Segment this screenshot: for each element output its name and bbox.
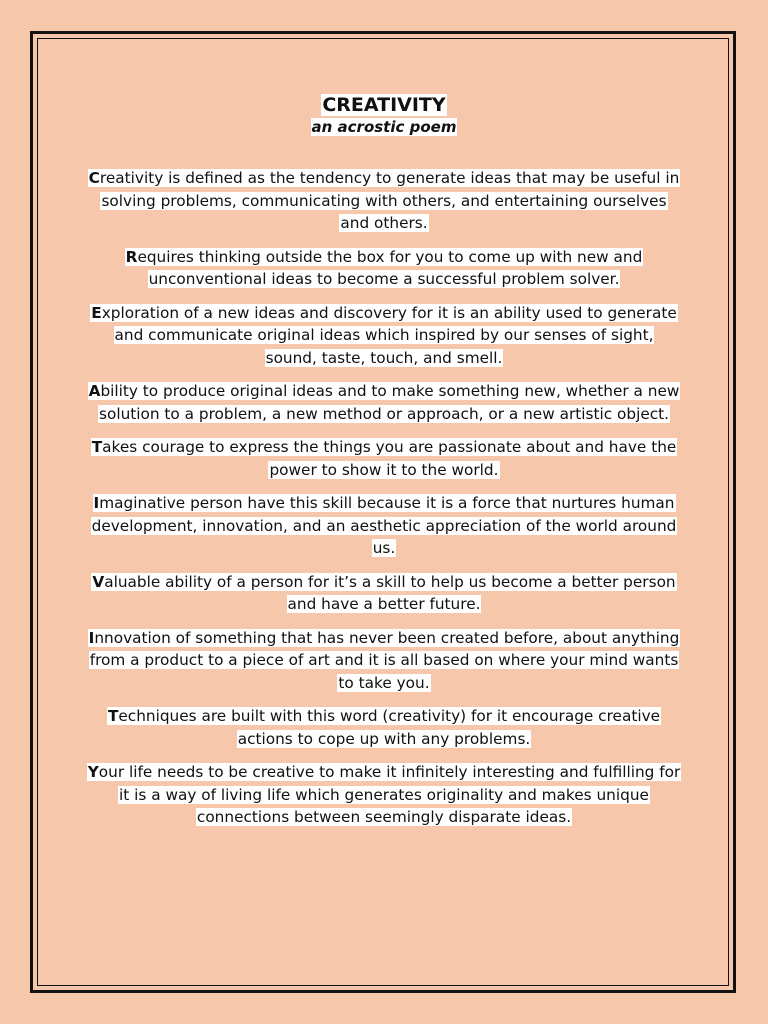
stanza-t-2 bbox=[86, 705, 682, 750]
stanza-text: equires thinking outside the box for you to come up with new and unconventional ideas to become a successful problem solver. bbox=[137, 247, 643, 288]
stanza-c bbox=[86, 167, 682, 235]
stanza-i-2 bbox=[86, 627, 682, 695]
stanza-initial: E bbox=[91, 303, 102, 322]
stanza-initial: I bbox=[88, 628, 95, 647]
stanza-text: aluable ability of a person for it’s a skill to help us become a better person and have a better future. bbox=[104, 572, 676, 613]
stanza-text: nnovation of something that has never been created before, about anything from a product to a piece of art and it is all based on where your mind wants to take you. bbox=[89, 628, 680, 692]
stanza-text: reativity is defined as the tendency to generate ideas that may be useful in solving problems, communicating with others, and entertaining ourselves and others. bbox=[99, 169, 680, 232]
stanza-e bbox=[86, 302, 682, 370]
stanza-text: xploration of a new ideas and discovery for it is an ability used to generate and communicate original ideas which inspired by our senses of sight, sound, taste, touch, and smell. bbox=[101, 303, 677, 367]
stanza-text: maginative person have this skill because it is a force that nurtures human development, innovation, and an aesthetic appreciation of the world around us. bbox=[91, 494, 677, 557]
poem-subtitle bbox=[86, 117, 682, 137]
stanza-initial: C bbox=[88, 169, 100, 187]
stanza-initial: A bbox=[88, 382, 101, 400]
poem-title bbox=[86, 93, 682, 117]
stanza-text: bility to produce original ideas and to make something new, whether a new solution to a problem, a new method or approach, or a new artistic object. bbox=[98, 382, 680, 423]
stanza-v bbox=[86, 571, 682, 616]
stanza-text: akes courage to express the things you are passionate about and have the power to show it to the world. bbox=[102, 438, 677, 479]
stanza-t bbox=[86, 436, 682, 481]
stanza-text: echniques are built with this word (creativity) for it encourage creative actions to cope up with any problems. bbox=[118, 707, 661, 748]
stanza-y bbox=[86, 761, 682, 829]
stanza-initial: T bbox=[107, 707, 119, 725]
stanza-text: our life needs to be creative to make it infinitely interesting and fulfilling for it is a way of living life which generates originality and makes unique connections between seemingly disparate ideas. bbox=[98, 763, 681, 826]
poem-content bbox=[86, 93, 682, 840]
poem-subtitle-text: an acrostic poem bbox=[311, 118, 457, 136]
stanza-initial: V bbox=[92, 572, 105, 591]
stanza-initial: Y bbox=[87, 763, 99, 781]
stanza-i bbox=[86, 492, 682, 560]
stanza-initial: I bbox=[93, 494, 100, 512]
stanza-initial: R bbox=[125, 247, 138, 266]
stanza-r bbox=[86, 246, 682, 291]
stanza-initial: T bbox=[91, 438, 103, 456]
poem-title-text: CREATIVITY bbox=[322, 94, 446, 116]
stanza-a bbox=[86, 380, 682, 425]
